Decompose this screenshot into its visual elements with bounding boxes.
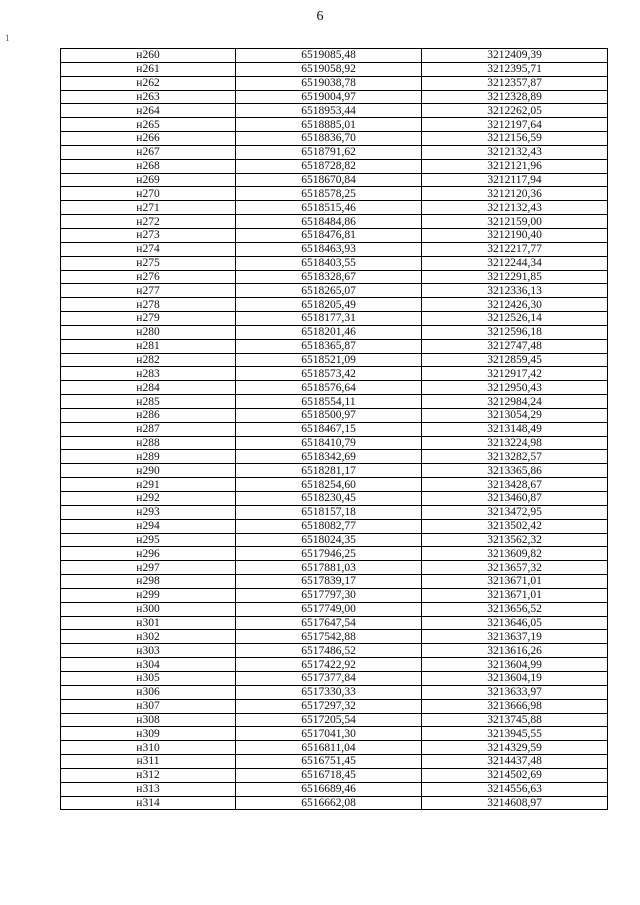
x-coordinate-cell: 6518500,97	[236, 408, 422, 422]
y-coordinate-cell: 3213646,05	[422, 616, 608, 630]
point-id-cell: н313	[61, 782, 236, 796]
x-coordinate-cell: 6518576,64	[236, 381, 422, 395]
x-coordinate-cell: 6519004,97	[236, 90, 422, 104]
table-row	[61, 381, 608, 395]
table-row	[61, 755, 608, 769]
point-id-cell: н290	[61, 464, 236, 478]
point-id-cell: н289	[61, 450, 236, 464]
point-id-cell: н282	[61, 353, 236, 367]
table-row	[61, 561, 608, 575]
y-coordinate-cell: 3212426,30	[422, 298, 608, 312]
table-row	[61, 312, 608, 326]
x-coordinate-cell: 6517946,25	[236, 547, 422, 561]
point-id-cell: н299	[61, 588, 236, 602]
x-coordinate-cell: 6518670,84	[236, 173, 422, 187]
table-row	[61, 62, 608, 76]
table-row	[61, 104, 608, 118]
point-id-cell: н274	[61, 242, 236, 256]
table-row	[61, 727, 608, 741]
point-id-cell: н277	[61, 284, 236, 298]
table-row	[61, 298, 608, 312]
table-row	[61, 519, 608, 533]
point-id-cell: н283	[61, 367, 236, 381]
y-coordinate-cell: 3213428,67	[422, 478, 608, 492]
table-row	[61, 49, 608, 63]
y-coordinate-cell: 3213472,95	[422, 505, 608, 519]
y-coordinate-cell: 3212291,85	[422, 270, 608, 284]
point-id-cell: н276	[61, 270, 236, 284]
table-row	[61, 464, 608, 478]
table-row	[61, 215, 608, 229]
y-coordinate-cell: 3213224,98	[422, 436, 608, 450]
table-row	[61, 630, 608, 644]
y-coordinate-cell: 3212262,05	[422, 104, 608, 118]
y-coordinate-cell: 3212328,89	[422, 90, 608, 104]
table-row	[61, 768, 608, 782]
y-coordinate-cell: 3213609,82	[422, 547, 608, 561]
point-id-cell: н285	[61, 395, 236, 409]
point-id-cell: н298	[61, 575, 236, 589]
table-row	[61, 602, 608, 616]
x-coordinate-cell: 6518342,69	[236, 450, 422, 464]
y-coordinate-cell: 3212159,00	[422, 215, 608, 229]
x-coordinate-cell: 6519085,48	[236, 49, 422, 63]
table-row	[61, 422, 608, 436]
x-coordinate-cell: 6518205,49	[236, 298, 422, 312]
y-coordinate-cell: 3213282,57	[422, 450, 608, 464]
coordinates-table	[60, 48, 608, 810]
table-row	[61, 325, 608, 339]
point-id-cell: н268	[61, 159, 236, 173]
x-coordinate-cell: 6518201,46	[236, 325, 422, 339]
point-id-cell: н309	[61, 727, 236, 741]
table-row	[61, 76, 608, 90]
x-coordinate-cell: 6517749,00	[236, 602, 422, 616]
table-row	[61, 658, 608, 672]
y-coordinate-cell: 3213604,99	[422, 658, 608, 672]
point-id-cell: н310	[61, 741, 236, 755]
point-id-cell: н267	[61, 145, 236, 159]
x-coordinate-cell: 6518836,70	[236, 132, 422, 146]
table-row	[61, 436, 608, 450]
point-id-cell: н280	[61, 325, 236, 339]
x-coordinate-cell: 6517330,33	[236, 685, 422, 699]
y-coordinate-cell: 3212121,96	[422, 159, 608, 173]
x-coordinate-cell: 6518476,81	[236, 228, 422, 242]
table-row	[61, 616, 608, 630]
y-coordinate-cell: 3213666,98	[422, 699, 608, 713]
point-id-cell: н266	[61, 132, 236, 146]
point-id-cell: н264	[61, 104, 236, 118]
point-id-cell: н270	[61, 187, 236, 201]
x-coordinate-cell: 6518230,45	[236, 492, 422, 506]
y-coordinate-cell: 3212120,36	[422, 187, 608, 201]
y-coordinate-cell: 3213604,19	[422, 671, 608, 685]
x-coordinate-cell: 6518082,77	[236, 519, 422, 533]
table-row	[61, 201, 608, 215]
table-row	[61, 505, 608, 519]
point-id-cell: н265	[61, 118, 236, 132]
x-coordinate-cell: 6516718,45	[236, 768, 422, 782]
y-coordinate-cell: 3213148,49	[422, 422, 608, 436]
x-coordinate-cell: 6517205,54	[236, 713, 422, 727]
table-row	[61, 644, 608, 658]
point-id-cell: н261	[61, 62, 236, 76]
point-id-cell: н294	[61, 519, 236, 533]
y-coordinate-cell: 3213637,19	[422, 630, 608, 644]
x-coordinate-cell: 6516662,08	[236, 796, 422, 810]
y-coordinate-cell: 3213365,86	[422, 464, 608, 478]
x-coordinate-cell: 6516689,46	[236, 782, 422, 796]
y-coordinate-cell: 3212984,24	[422, 395, 608, 409]
point-id-cell: н295	[61, 533, 236, 547]
point-id-cell: н275	[61, 256, 236, 270]
point-id-cell: н308	[61, 713, 236, 727]
x-coordinate-cell: 6518281,17	[236, 464, 422, 478]
point-id-cell: н306	[61, 685, 236, 699]
table-row	[61, 339, 608, 353]
table-row	[61, 671, 608, 685]
x-coordinate-cell: 6517647,54	[236, 616, 422, 630]
x-coordinate-cell: 6517542,88	[236, 630, 422, 644]
x-coordinate-cell: 6518024,35	[236, 533, 422, 547]
table-row	[61, 132, 608, 146]
coordinates-table-body	[61, 49, 608, 810]
x-coordinate-cell: 6518484,86	[236, 215, 422, 229]
y-coordinate-cell: 3213562,32	[422, 533, 608, 547]
x-coordinate-cell: 6518573,42	[236, 367, 422, 381]
table-row	[61, 173, 608, 187]
table-row	[61, 741, 608, 755]
y-coordinate-cell: 3213657,32	[422, 561, 608, 575]
table-row	[61, 353, 608, 367]
table-row	[61, 408, 608, 422]
table-row	[61, 547, 608, 561]
point-id-cell: н312	[61, 768, 236, 782]
margin-mark: 1	[5, 33, 10, 43]
x-coordinate-cell: 6518328,67	[236, 270, 422, 284]
y-coordinate-cell: 3212526,14	[422, 312, 608, 326]
point-id-cell: н273	[61, 228, 236, 242]
point-id-cell: н286	[61, 408, 236, 422]
x-coordinate-cell: 6518265,07	[236, 284, 422, 298]
y-coordinate-cell: 3213460,87	[422, 492, 608, 506]
table-row	[61, 533, 608, 547]
y-coordinate-cell: 3212156,59	[422, 132, 608, 146]
y-coordinate-cell: 3213054,29	[422, 408, 608, 422]
point-id-cell: н263	[61, 90, 236, 104]
y-coordinate-cell: 3212859,45	[422, 353, 608, 367]
x-coordinate-cell: 6518728,82	[236, 159, 422, 173]
x-coordinate-cell: 6517377,84	[236, 671, 422, 685]
y-coordinate-cell: 3213633,97	[422, 685, 608, 699]
point-id-cell: н293	[61, 505, 236, 519]
point-id-cell: н288	[61, 436, 236, 450]
y-coordinate-cell: 3213616,26	[422, 644, 608, 658]
point-id-cell: н284	[61, 381, 236, 395]
table-row	[61, 145, 608, 159]
y-coordinate-cell: 3212197,64	[422, 118, 608, 132]
y-coordinate-cell: 3214502,69	[422, 768, 608, 782]
x-coordinate-cell: 6518410,79	[236, 436, 422, 450]
y-coordinate-cell: 3212409,39	[422, 49, 608, 63]
x-coordinate-cell: 6517297,32	[236, 699, 422, 713]
x-coordinate-cell: 6518885,01	[236, 118, 422, 132]
point-id-cell: н297	[61, 561, 236, 575]
page-number: 6	[316, 9, 324, 24]
table-row	[61, 450, 608, 464]
y-coordinate-cell: 3212132,43	[422, 145, 608, 159]
y-coordinate-cell: 3212917,42	[422, 367, 608, 381]
point-id-cell: н281	[61, 339, 236, 353]
x-coordinate-cell: 6517486,52	[236, 644, 422, 658]
y-coordinate-cell: 3213656,52	[422, 602, 608, 616]
x-coordinate-cell: 6517881,03	[236, 561, 422, 575]
point-id-cell: н307	[61, 699, 236, 713]
table-row	[61, 478, 608, 492]
point-id-cell: н279	[61, 312, 236, 326]
y-coordinate-cell: 3213745,88	[422, 713, 608, 727]
table-row	[61, 284, 608, 298]
y-coordinate-cell: 3212217,77	[422, 242, 608, 256]
table-row	[61, 395, 608, 409]
table-row	[61, 685, 608, 699]
x-coordinate-cell: 6518365,87	[236, 339, 422, 353]
table-row	[61, 796, 608, 810]
x-coordinate-cell: 6517041,30	[236, 727, 422, 741]
point-id-cell: н302	[61, 630, 236, 644]
table-row	[61, 90, 608, 104]
point-id-cell: н271	[61, 201, 236, 215]
y-coordinate-cell: 3212950,43	[422, 381, 608, 395]
x-coordinate-cell: 6517839,17	[236, 575, 422, 589]
y-coordinate-cell: 3213502,42	[422, 519, 608, 533]
table-row	[61, 159, 608, 173]
point-id-cell: н292	[61, 492, 236, 506]
x-coordinate-cell: 6518791,62	[236, 145, 422, 159]
y-coordinate-cell: 3212596,18	[422, 325, 608, 339]
x-coordinate-cell: 6516811,04	[236, 741, 422, 755]
x-coordinate-cell: 6518467,15	[236, 422, 422, 436]
y-coordinate-cell: 3212395,71	[422, 62, 608, 76]
y-coordinate-cell: 3212132,43	[422, 201, 608, 215]
x-coordinate-cell: 6517422,92	[236, 658, 422, 672]
table-row	[61, 782, 608, 796]
y-coordinate-cell: 3214608,97	[422, 796, 608, 810]
table-row	[61, 588, 608, 602]
table-row	[61, 575, 608, 589]
point-id-cell: н301	[61, 616, 236, 630]
x-coordinate-cell: 6519058,92	[236, 62, 422, 76]
x-coordinate-cell: 6518515,46	[236, 201, 422, 215]
y-coordinate-cell: 3212747,48	[422, 339, 608, 353]
x-coordinate-cell: 6518254,60	[236, 478, 422, 492]
y-coordinate-cell: 3213671,01	[422, 588, 608, 602]
table-row	[61, 270, 608, 284]
x-coordinate-cell: 6516751,45	[236, 755, 422, 769]
point-id-cell: н311	[61, 755, 236, 769]
table-row	[61, 492, 608, 506]
y-coordinate-cell: 3212336,13	[422, 284, 608, 298]
point-id-cell: н314	[61, 796, 236, 810]
x-coordinate-cell: 6518521,09	[236, 353, 422, 367]
y-coordinate-cell: 3214437,48	[422, 755, 608, 769]
x-coordinate-cell: 6518953,44	[236, 104, 422, 118]
table-row	[61, 242, 608, 256]
y-coordinate-cell: 3212244,34	[422, 256, 608, 270]
y-coordinate-cell: 3213671,01	[422, 575, 608, 589]
y-coordinate-cell: 3212190,40	[422, 228, 608, 242]
x-coordinate-cell: 6518554,11	[236, 395, 422, 409]
point-id-cell: н278	[61, 298, 236, 312]
point-id-cell: н287	[61, 422, 236, 436]
x-coordinate-cell: 6518578,25	[236, 187, 422, 201]
point-id-cell: н304	[61, 658, 236, 672]
x-coordinate-cell: 6518157,18	[236, 505, 422, 519]
x-coordinate-cell: 6519038,78	[236, 76, 422, 90]
point-id-cell: н296	[61, 547, 236, 561]
point-id-cell: н269	[61, 173, 236, 187]
point-id-cell: н291	[61, 478, 236, 492]
table-row	[61, 228, 608, 242]
y-coordinate-cell: 3212117,94	[422, 173, 608, 187]
x-coordinate-cell: 6518403,55	[236, 256, 422, 270]
table-row	[61, 367, 608, 381]
point-id-cell: н262	[61, 76, 236, 90]
table-row	[61, 187, 608, 201]
table-row	[61, 256, 608, 270]
table-row	[61, 118, 608, 132]
point-id-cell: н300	[61, 602, 236, 616]
point-id-cell: н305	[61, 671, 236, 685]
y-coordinate-cell: 3214556,63	[422, 782, 608, 796]
x-coordinate-cell: 6517797,30	[236, 588, 422, 602]
y-coordinate-cell: 3214329,59	[422, 741, 608, 755]
table-row	[61, 699, 608, 713]
x-coordinate-cell: 6518177,31	[236, 312, 422, 326]
point-id-cell: н303	[61, 644, 236, 658]
x-coordinate-cell: 6518463,93	[236, 242, 422, 256]
point-id-cell: н260	[61, 49, 236, 63]
y-coordinate-cell: 3213945,55	[422, 727, 608, 741]
table-row	[61, 713, 608, 727]
point-id-cell: н272	[61, 215, 236, 229]
y-coordinate-cell: 3212357,87	[422, 76, 608, 90]
